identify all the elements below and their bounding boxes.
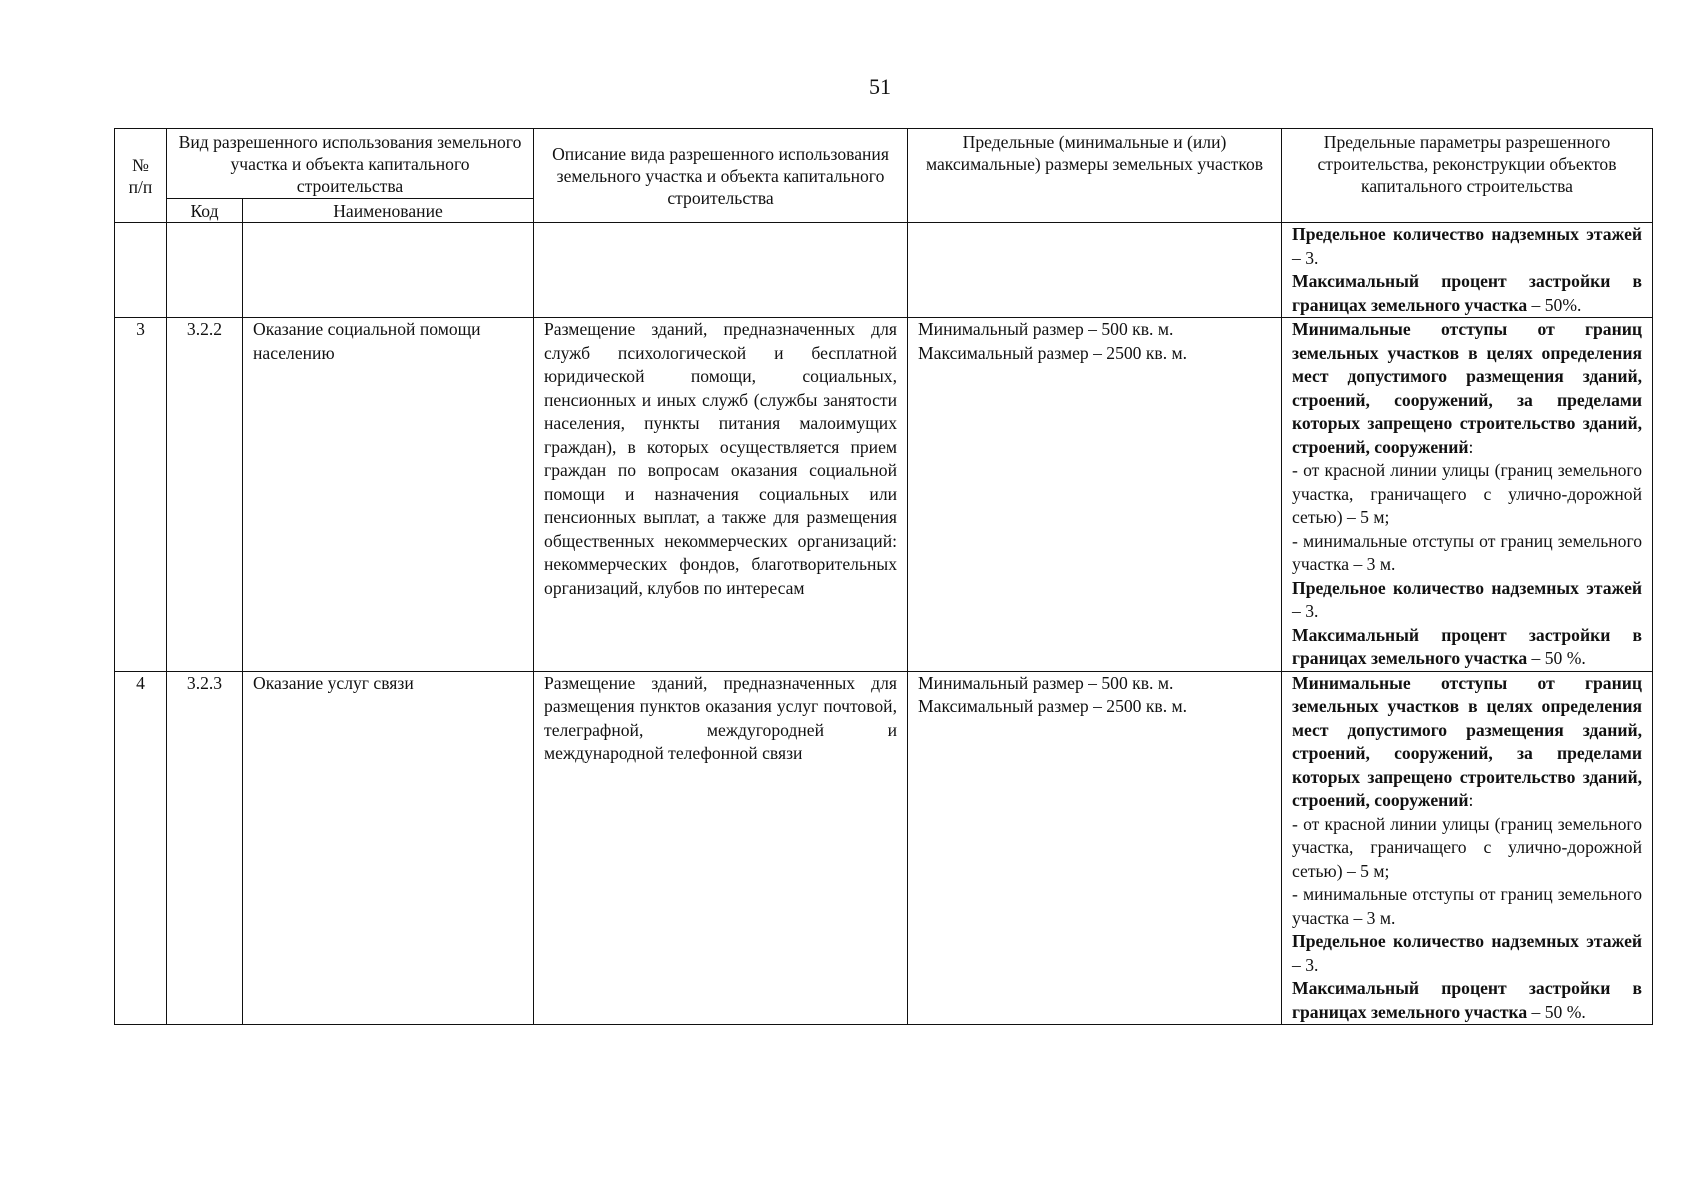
param-bold-text: Максимальный процент застройки в границах земельного участка: [1292, 978, 1643, 1022]
row-params-cell: [1282, 318, 1653, 672]
param-text: :: [1468, 790, 1474, 810]
row-sizes-cell: [908, 671, 1282, 1025]
param-paragraph: [1292, 530, 1642, 577]
param-paragraph: [1292, 672, 1642, 813]
param-text: – 50%.: [1527, 294, 1582, 315]
param-paragraph: [1292, 813, 1642, 884]
header-description: Описание вида разрешенного использования земельного участка и объекта капитального строительства: [534, 129, 908, 223]
param-bold-text: Минимальные отступы от границ земельных участков в целях определения мест допустимого размещения зданий, строений, сооружений, за пределами которых запрещено строительство зданий, строений, сооружений: [1292, 319, 1643, 457]
table-row: [115, 671, 1653, 1025]
param-bold-text: Максимальный процент застройки в границах земельного участка: [1292, 624, 1643, 668]
row-description-cell: [534, 223, 908, 318]
param-bold-text: Предельное количество надземных этажей: [1292, 224, 1643, 244]
param-paragraph: [1292, 883, 1642, 930]
row-code-cell: [167, 223, 243, 318]
param-text: :: [1468, 436, 1474, 457]
row-number-cell: [115, 223, 167, 318]
header-row-1: [115, 129, 1653, 199]
land-use-table: [114, 128, 1653, 1025]
param-paragraph: [1292, 624, 1642, 671]
row-params-cell: [1282, 671, 1653, 1025]
header-group: Вид разрешенного использования земельного участка и объекта капитального строительства: [167, 129, 534, 199]
row-name-cell: Оказание услуг связи: [243, 671, 534, 1025]
param-bold-text: Максимальный процент застройки в границах земельного участка: [1292, 271, 1643, 315]
param-paragraph: [1292, 577, 1642, 624]
param-paragraph: [1292, 318, 1642, 459]
row-sizes-cell: [908, 223, 1282, 318]
param-bold-text: Предельное количество надземных этажей: [1292, 931, 1643, 951]
header-code: Код: [167, 199, 243, 223]
param-paragraph: [1292, 930, 1642, 977]
header-num: № п/п: [115, 129, 167, 223]
header-sizes: Предельные (минимальные и (или) максимальные) размеры земельных участков: [908, 129, 1282, 223]
header-params: Предельные параметры разрешенного строительства, реконструкции объектов капитального строительства: [1282, 129, 1653, 223]
param-bold-text: Предельное количество надземных этажей: [1292, 577, 1643, 598]
param-paragraph: [1292, 977, 1642, 1024]
param-text: – 50 %.: [1527, 1001, 1586, 1022]
row-number-cell: 3: [115, 318, 167, 672]
row-sizes-cell: [908, 318, 1282, 672]
param-text: – 50 %.: [1527, 648, 1586, 668]
row-number-cell: 4: [115, 671, 167, 1025]
header-name: Наименование: [243, 199, 534, 223]
row-params-cell: [1282, 223, 1653, 318]
size-line: Минимальный размер – 500 кв. м.: [918, 672, 1174, 693]
size-line: Максимальный размер – 2500 кв. м.: [918, 696, 1188, 716]
row-code-cell: 3.2.3: [167, 671, 243, 1025]
table-row: [115, 223, 1653, 318]
param-text: - от красной линии улицы (границ земельного участка, граничащего с улично-дорожной сетью) – 5 м;: [1292, 813, 1643, 881]
param-text: – 3.: [1292, 601, 1319, 621]
param-text: – 3.: [1292, 954, 1319, 975]
row-description-cell: Размещение зданий, предназначенных для размещения пунктов оказания услуг почтовой, телеграфной, междугородней и международной телефонной связи: [534, 671, 908, 1025]
size-line: Минимальный размер – 500 кв. м.: [918, 319, 1174, 339]
param-bold-text: Минимальные отступы от границ земельных участков в целях определения мест допустимого размещения зданий, строений, сооружений, за пределами которых запрещено строительство зданий, строений, сооружений: [1292, 672, 1643, 810]
param-text: - минимальные отступы от границ земельного участка – 3 м.: [1292, 884, 1643, 928]
size-line: Максимальный размер – 2500 кв. м.: [918, 342, 1188, 363]
param-text: - от красной линии улицы (границ земельного участка, граничащего с улично-дорожной сетью) – 5 м;: [1292, 460, 1643, 527]
row-description-cell: Размещение зданий, предназначенных для служб психологической и бесплатной юридической помощи, социальных, пенсионных и иных служб (службы занятости населения, пункты питания малоимущих граждан), в которых осуществляется прием граждан по вопросам оказания социальной помощи и назначения социальных или пенсионных выплат, а также для размещения общественных некоммерческих организаций: некоммерческих фондов, благотворительных организаций, клубов по интересам: [534, 318, 908, 672]
param-paragraph: [1292, 270, 1642, 317]
table-row: [115, 318, 1653, 672]
page-number: 51: [869, 74, 891, 99]
param-text: - минимальные отступы от границ земельного участка – 3 м.: [1292, 530, 1643, 574]
param-paragraph: [1292, 459, 1642, 530]
row-name-cell: [243, 223, 534, 318]
param-paragraph: [1292, 223, 1642, 270]
row-name-cell: Оказание социальной помощи населению: [243, 318, 534, 672]
row-code-cell: 3.2.2: [167, 318, 243, 672]
param-text: – 3.: [1292, 247, 1319, 268]
